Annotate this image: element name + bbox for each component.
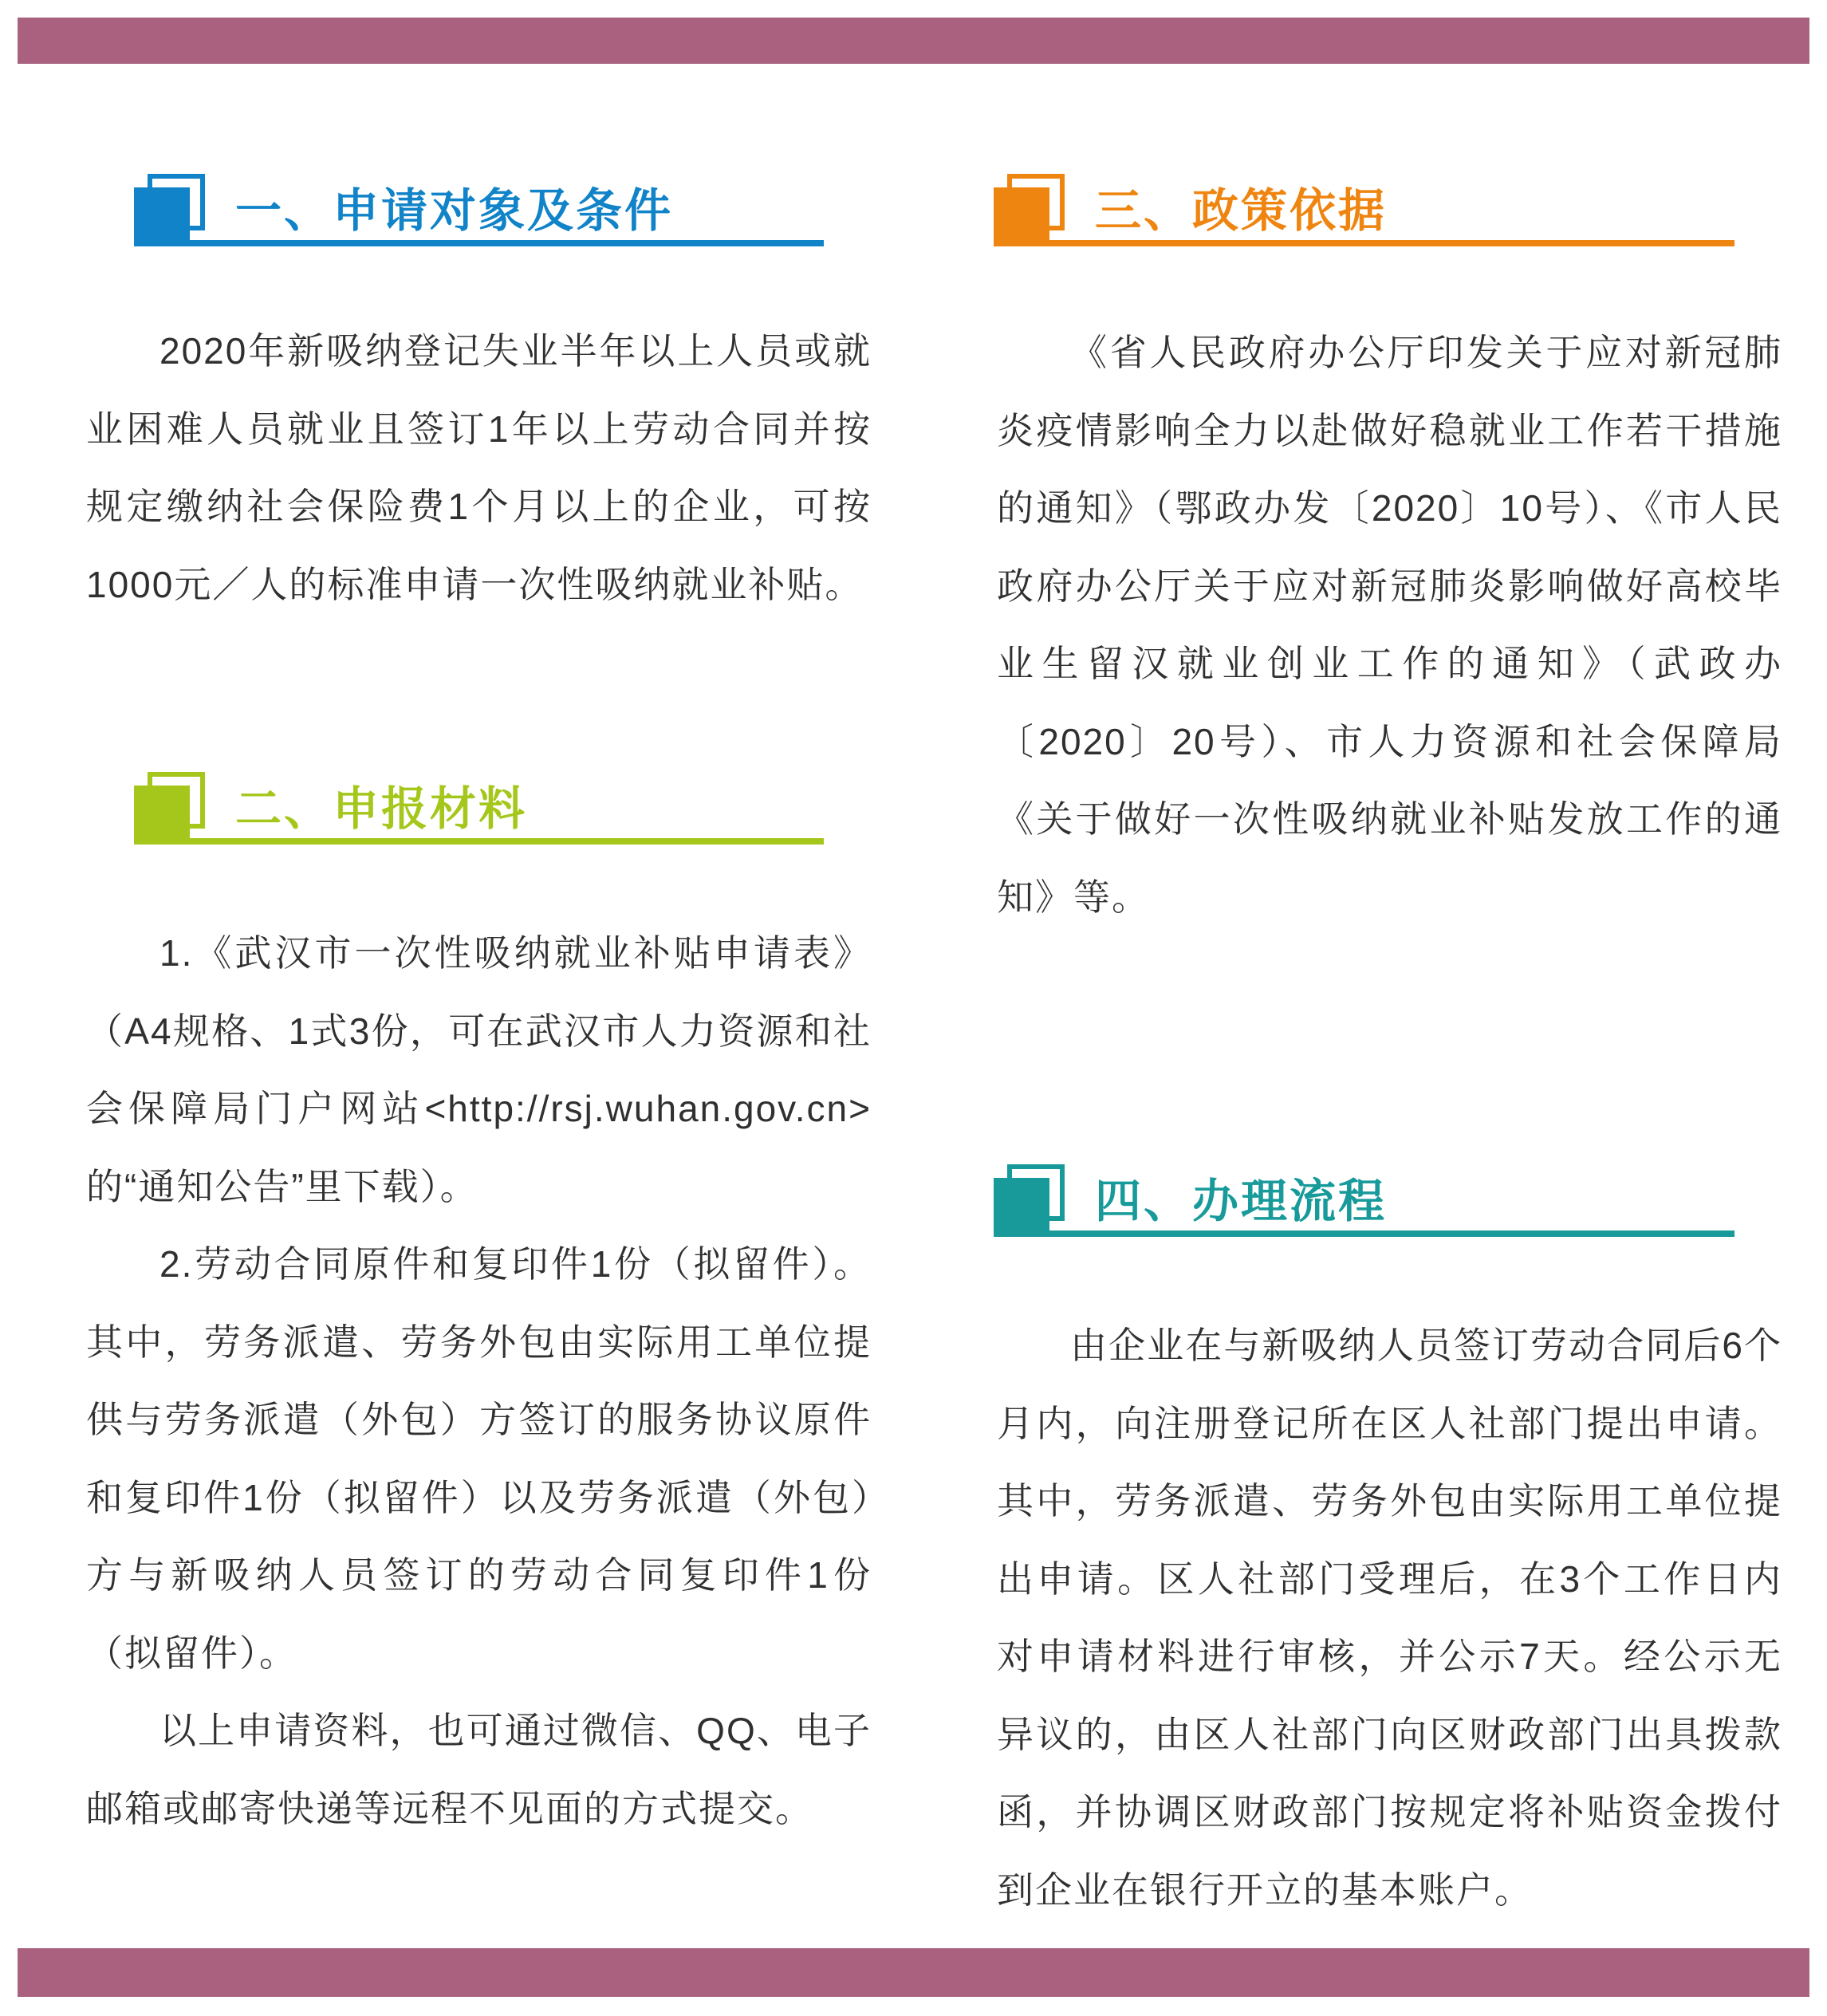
section-header-policy-basis [997,174,1782,250]
section-underline [150,240,824,246]
overlapping-pages-icon [994,174,1067,250]
section-underline [150,838,824,845]
overlapping-pages-icon [134,174,207,250]
section-title: 一、申请对象及条件 [235,185,674,237]
overlapping-pages-icon [994,1164,1067,1240]
paragraph: 《省人民政府办公厅印发关于应对新冠肺炎疫情影响全力以赴做好稳就业工作若干措施的通知》（鄂政办发〔2020〕10号）、《市人民政府办公厅关于应对新冠肺炎影响做好高校毕业生留汉就业创业工作的通知》（武政办〔2020〕20号）、市人力资源和社会保障局《关于做好一次性吸纳就业补贴发放工作的通知》等。 [997,332,1782,918]
section-header-handling-process [997,1164,1782,1240]
page-fill-icon [994,1178,1049,1237]
paragraph: 2020年新吸纳登记失业半年以上人员或就业困难人员就业且签订1年以上劳动合同并按规定缴纳社会保险费1个月以上的企业，可按1000元／人的标准申请一次性吸纳就业补贴。 [86,330,872,605]
bottom-accent-bar [18,1948,1809,1997]
overlapping-pages-icon [134,772,207,848]
section-header-application-materials [86,772,872,848]
page-fill-icon [134,786,190,845]
paragraph: 2.劳动合同原件和复印件1份（拟留件）。其中，劳务派遣、劳务外包由实际用工单位提供与劳务派遣（外包）方签订的服务协议原件和复印件1份（拟留件）以及劳务派遣（外包）方与新吸纳人员签订的劳动合同复印件1份（拟留件）。 [86,1243,872,1674]
section-underline [1010,240,1734,246]
page-fill-icon [134,187,190,246]
paragraph: 由企业在与新吸纳人员签订劳动合同后6个月内，向注册登记所在区人社部门提出申请。其中，劳务派遣、劳务外包由实际用工单位提出申请。区人社部门受理后，在3个工作日内对申请材料进行审核，并公示7天。经公示无异议的，由区人社部门向区财政部门出具拨款函，并协调区财政部门按规定将补贴资金拨付到企业在银行开立的基本账户。 [997,1325,1782,1911]
paragraph: 以上申请资料，也可通过微信、QQ、电子邮箱或邮寄快递等远程不见面的方式提交。 [86,1710,872,1829]
section-title: 四、办理流程 [1095,1175,1388,1227]
paragraph: 1.《武汉市一次性吸纳就业补贴申请表》（A4规格、1式3份，可在武汉市人力资源和社会保障局门户网站<http://rsj.wuhan.gov.cn>的“通知公告”里下载）。 [86,932,872,1207]
section-underline [1010,1230,1734,1237]
right-column [997,0,1782,1929]
section-header-application-targets [86,174,872,250]
section-title: 二、申报材料 [235,783,528,835]
left-column [86,0,872,1848]
page-fill-icon [994,187,1049,246]
section-title: 三、政策依据 [1095,185,1388,237]
